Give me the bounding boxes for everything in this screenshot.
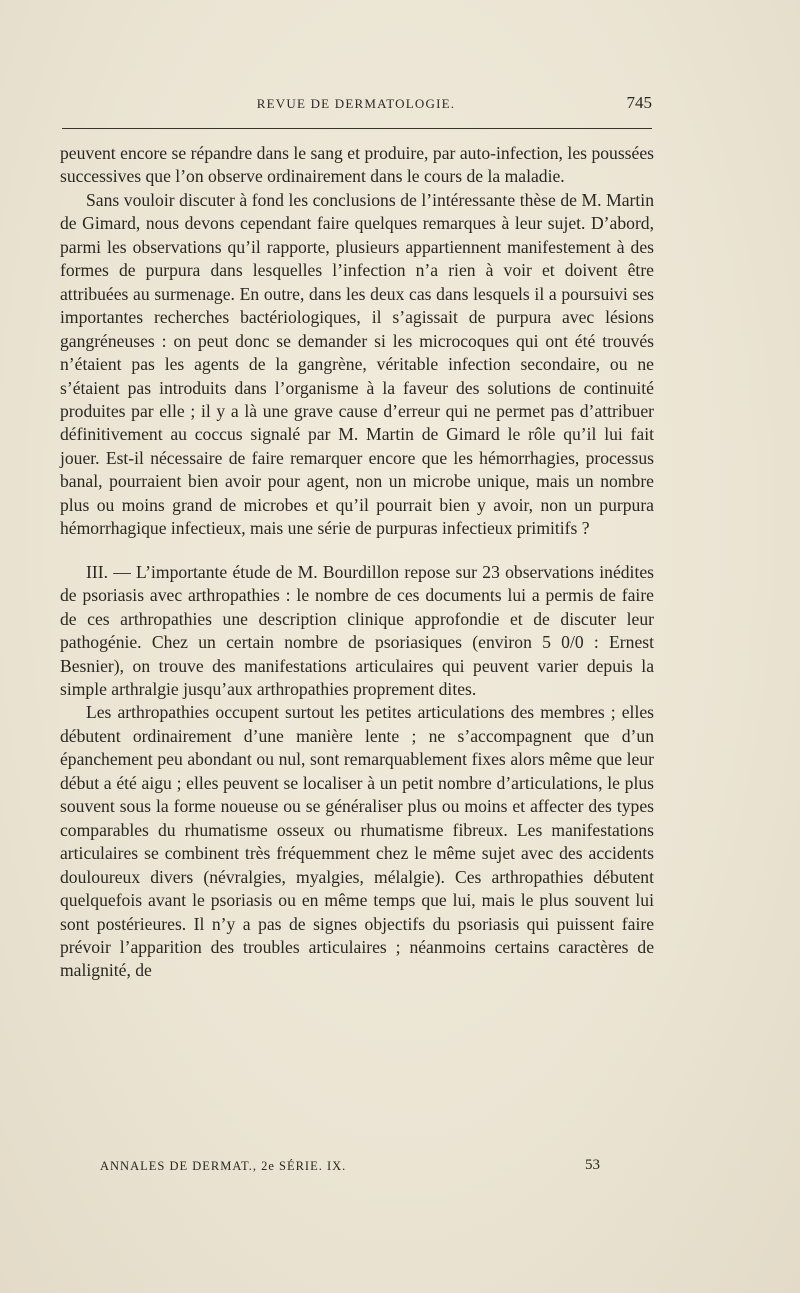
signature-title: ANNALES DE DERMAT., 2e SÉRIE. IX. [100, 1159, 347, 1173]
page-number: 745 [626, 93, 652, 112]
running-head [60, 93, 652, 117]
running-title: REVUE DE DERMATOLOGIE. [256, 96, 456, 111]
paragraph-critique: Sans vouloir discuter à fond les conclusions de l’intéressante thèse de M. Martin de Gimard, nous devons cependant faire quelques remarques à leur sujet. D’abord, parmi les observations qu’il rapporte, plusieurs appartiennent manifestement à des formes de purpura dans lesquelles l’infection n’a rien à voir et doivent être attribuées au surmenage. En outre, dans les deux cas dans lesquels il a poursuivi ses importantes recherches bactériologiques, il s’agissait de purpura avec lésions gangréneuses : on peut donc se demander si les microcoques qui ont été trouvés n’étaient pas les agents de la gangrène, véritable infection secondaire, ou ne s’étaient pas introduits dans l’organisme à la faveur des solutions de continuité produites par elle ; il y a là une grave cause d’erreur qui ne permet pas d’attribuer définitivement au coccus signalé par M. Martin de Gimard le rôle qu’il lui fait jouer. Est-il nécessaire de faire remarquer encore que les hémorrhagies, processus banal, pourraient bien avoir pour agent, non un microbe unique, mais un nombre plus ou moins grand de microbes et qu’il pourrait bien y avoir, non un purpura hémorrhagique infectieux, mais une série de purpuras infectieux primitifs ? [60, 189, 654, 539]
paragraph-section-iii: III. — L’importante étude de M. Bourdillon repose sur 23 observations inédites de psoriasis avec arthropathies : le nombre de ces documents lui a permis de faire de ces arthropathies une description clinique approfondie et de discuter leur pathogénie. Chez un certain nombre de psoriasiques (environ 5 0/0 : Ernest Besnier), on trouve des manifestations articulaires qui peuvent varier depuis la simple arthralgie jusqu’aux arthropathies proprement dites. [60, 561, 654, 699]
footer-signature [100, 1157, 600, 1179]
header-rule [62, 128, 652, 129]
signature-number: 53 [585, 1157, 600, 1173]
paragraph-continuation: peuvent encore se répandre dans le sang et produire, par auto-infection, les poussées successives que l’on observe ordinairement dans le cours de la maladie. [60, 143, 654, 187]
paragraph-arthropathies: Les arthropathies occupent surtout les petites articulations des membres ; elles débutent ordinairement d’une manière lente ; ne s’accompagnent que d’un épanchement peu abondant ou nul, sont remarquablement fixes alors même que leur début a été aigu ; elles peuvent se localiser à un petit nombre d’articulations, le plus souvent sous la forme noueuse ou se généraliser plus ou moins et affecter des types comparables du rhumatisme osseux ou rhumatisme fibreux. Les manifestations articulaires se combinent très fréquemment chez le même sujet avec des accidents douloureux divers (névralgies, myalgies, mélalgie). Ces arthropathies débutent quelquefois avant le psoriasis ou en même temps que lui, mais le plus souvent lui sont postérieures. Il n’y a pas de signes objectifs du psoriasis qui puissent faire prévoir l’apparition des troubles articulaires ; néanmoins certains caractères de malignité, de [60, 702, 654, 981]
body-text [60, 142, 654, 983]
